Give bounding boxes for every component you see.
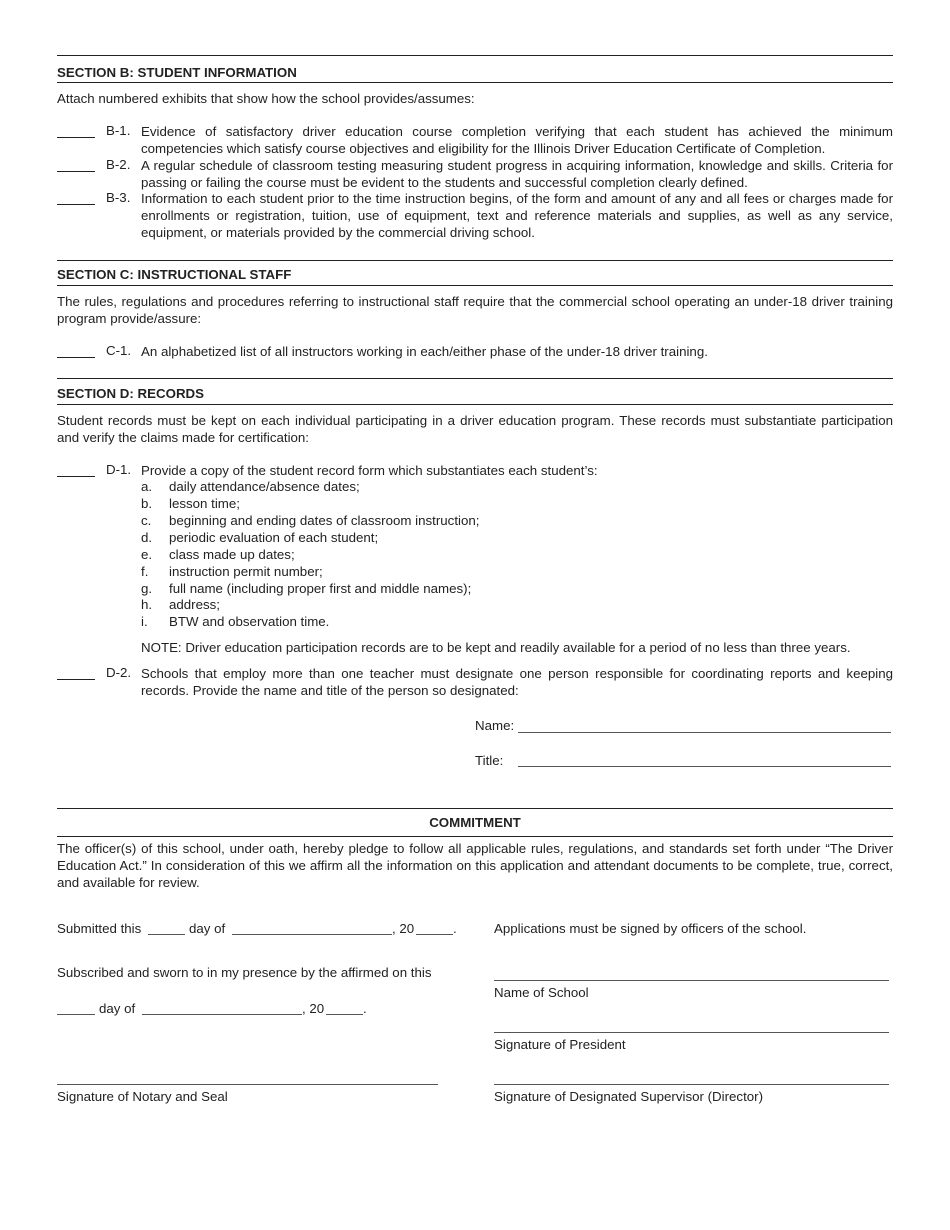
b3-text: Information to each student prior to the time instruction begins, of the form and amount of any and all fees or charges made for enrollments or registration, tuition, use of equipment, text and reference materials and supplies, as well as any service, equipment, or materials provided by the commercial driving school. [141, 191, 893, 240]
name-of-school-label: Name of School [494, 985, 589, 1000]
title-label: Title: [475, 753, 504, 768]
b3-check-blank[interactable] [57, 191, 95, 205]
section-b-title: SECTION B: STUDENT INFORMATION [57, 65, 297, 80]
section-d-intro: Student records must be kept on each individual participating in a driver education program. These records must substantiate participation and verify the claims made for certification: [57, 413, 893, 445]
submitted-prefix: Submitted this [57, 921, 142, 936]
section-d-bottom-rule [57, 404, 893, 405]
d1-sub-letter: e. [141, 547, 153, 562]
commitment-top-rule [57, 808, 893, 809]
d1-sub-text: address; [169, 597, 220, 612]
president-signature-label: Signature of President [494, 1037, 626, 1052]
d1-sub-text: BTW and observation time. [169, 614, 330, 629]
name-label: Name: [475, 718, 515, 733]
notary-signature-label: Signature of Notary and Seal [57, 1089, 228, 1104]
b1-number: B-1. [106, 123, 131, 138]
d1-sub-text: daily attendance/absence dates; [169, 479, 360, 494]
notary-day-field[interactable] [57, 1014, 95, 1015]
section-c-bottom-rule [57, 285, 893, 286]
d1-check-blank[interactable] [57, 463, 95, 477]
president-signature-field[interactable] [494, 1032, 889, 1033]
section-c-top-rule [57, 260, 893, 261]
d1-sub-text: periodic evaluation of each student; [169, 530, 379, 545]
d1-number: D-1. [106, 462, 132, 477]
d1-sub-letter: g. [141, 581, 153, 596]
d1-text: Provide a copy of the student record form which substantiates each student’s: [141, 463, 598, 478]
subscribed-text: Subscribed and sworn to in my presence by the affirmed on this [57, 965, 432, 980]
commitment-title: COMMITMENT [429, 815, 521, 830]
d1-sub-letter: c. [141, 513, 152, 528]
d2-check-blank[interactable] [57, 666, 95, 680]
section-c-title: SECTION C: INSTRUCTIONAL STAFF [57, 267, 292, 282]
d1-sub-text: lesson time; [169, 496, 240, 511]
notary-comma-20: , 20 [302, 1001, 325, 1016]
submitted-year-field[interactable] [416, 934, 453, 935]
section-b-intro: Attach numbered exhibits that show how the school provides/assumes: [57, 91, 475, 106]
notary-year-field[interactable] [326, 1014, 363, 1015]
notary-month-field[interactable] [142, 1014, 302, 1015]
c1-number: C-1. [106, 343, 132, 358]
d1-note: NOTE: Driver education participation records are to be kept and readily available for a period of no less than three years. [141, 640, 851, 655]
d1-sub-letter: i. [141, 614, 148, 629]
c1-check-blank[interactable] [57, 344, 95, 358]
notary-period: . [363, 1001, 367, 1016]
d2-text: Schools that employ more than one teacher must designate one person responsible for coordinating reports and keeping records. Provide the name and title of the person so designated: [141, 666, 893, 698]
notary-day-of: day of [99, 1001, 136, 1016]
name-field[interactable] [518, 732, 891, 733]
b2-text: A regular schedule of classroom testing measuring student progress in acquiring information, knowledge and skills. Criteria for passing or failing the course must be evident to the students and successful completion clearly defined. [141, 158, 893, 190]
section-c-intro: The rules, regulations and procedures referring to instructional staff require that the commercial school operating an under-18 driver training program provide/assure: [57, 294, 893, 326]
d1-sub-letter: d. [141, 530, 153, 545]
title-field[interactable] [518, 766, 891, 767]
submitted-day-field[interactable] [148, 934, 185, 935]
d1-sub-text: class made up dates; [169, 547, 295, 562]
officers-note: Applications must be signed by officers of the school. [494, 921, 807, 936]
submitted-comma-20: , 20 [392, 921, 415, 936]
b2-check-blank[interactable] [57, 158, 95, 172]
section-d-title: SECTION D: RECORDS [57, 386, 205, 401]
submitted-period: . [453, 921, 457, 936]
b3-number: B-3. [106, 190, 131, 205]
d2-number: D-2. [106, 665, 132, 680]
c1-text: An alphabetized list of all instructors working in each/either phase of the under-18 driver training. [141, 344, 708, 359]
name-of-school-field[interactable] [494, 980, 889, 981]
commitment-text: The officer(s) of this school, under oath, hereby pledge to follow all applicable rules, regulations, and standards set forth under “The Driver Education Act.” In consideration of this we affirm all the information on this application and attendant documents to be complete, true, correct, and available for review. [57, 841, 893, 890]
section-b-top-rule [57, 55, 893, 56]
d1-sub-text: beginning and ending dates of classroom instruction; [169, 513, 480, 528]
b1-text: Evidence of satisfactory driver education course completion verifying that each student has achieved the minimum competencies which satisfy course objectives and eligibility for the Illinois Driver Education Certificate of Completion. [141, 124, 893, 156]
d1-sub-letter: a. [141, 479, 153, 494]
d1-sub-letter: h. [141, 597, 153, 612]
b2-number: B-2. [106, 157, 131, 172]
d1-sub-text: instruction permit number; [169, 564, 323, 579]
submitted-day-of: day of [189, 921, 226, 936]
submitted-month-field[interactable] [232, 934, 392, 935]
d1-sub-letter: b. [141, 496, 153, 511]
commitment-bottom-rule [57, 836, 893, 837]
d1-sub-letter: f. [141, 564, 149, 579]
notary-signature-field[interactable] [57, 1084, 438, 1085]
section-d-top-rule [57, 378, 893, 379]
section-b-bottom-rule [57, 82, 893, 83]
supervisor-signature-field[interactable] [494, 1084, 889, 1085]
d1-sub-text: full name (including proper first and middle names); [169, 581, 472, 596]
b1-check-blank[interactable] [57, 124, 95, 138]
supervisor-signature-label: Signature of Designated Supervisor (Director) [494, 1089, 764, 1104]
